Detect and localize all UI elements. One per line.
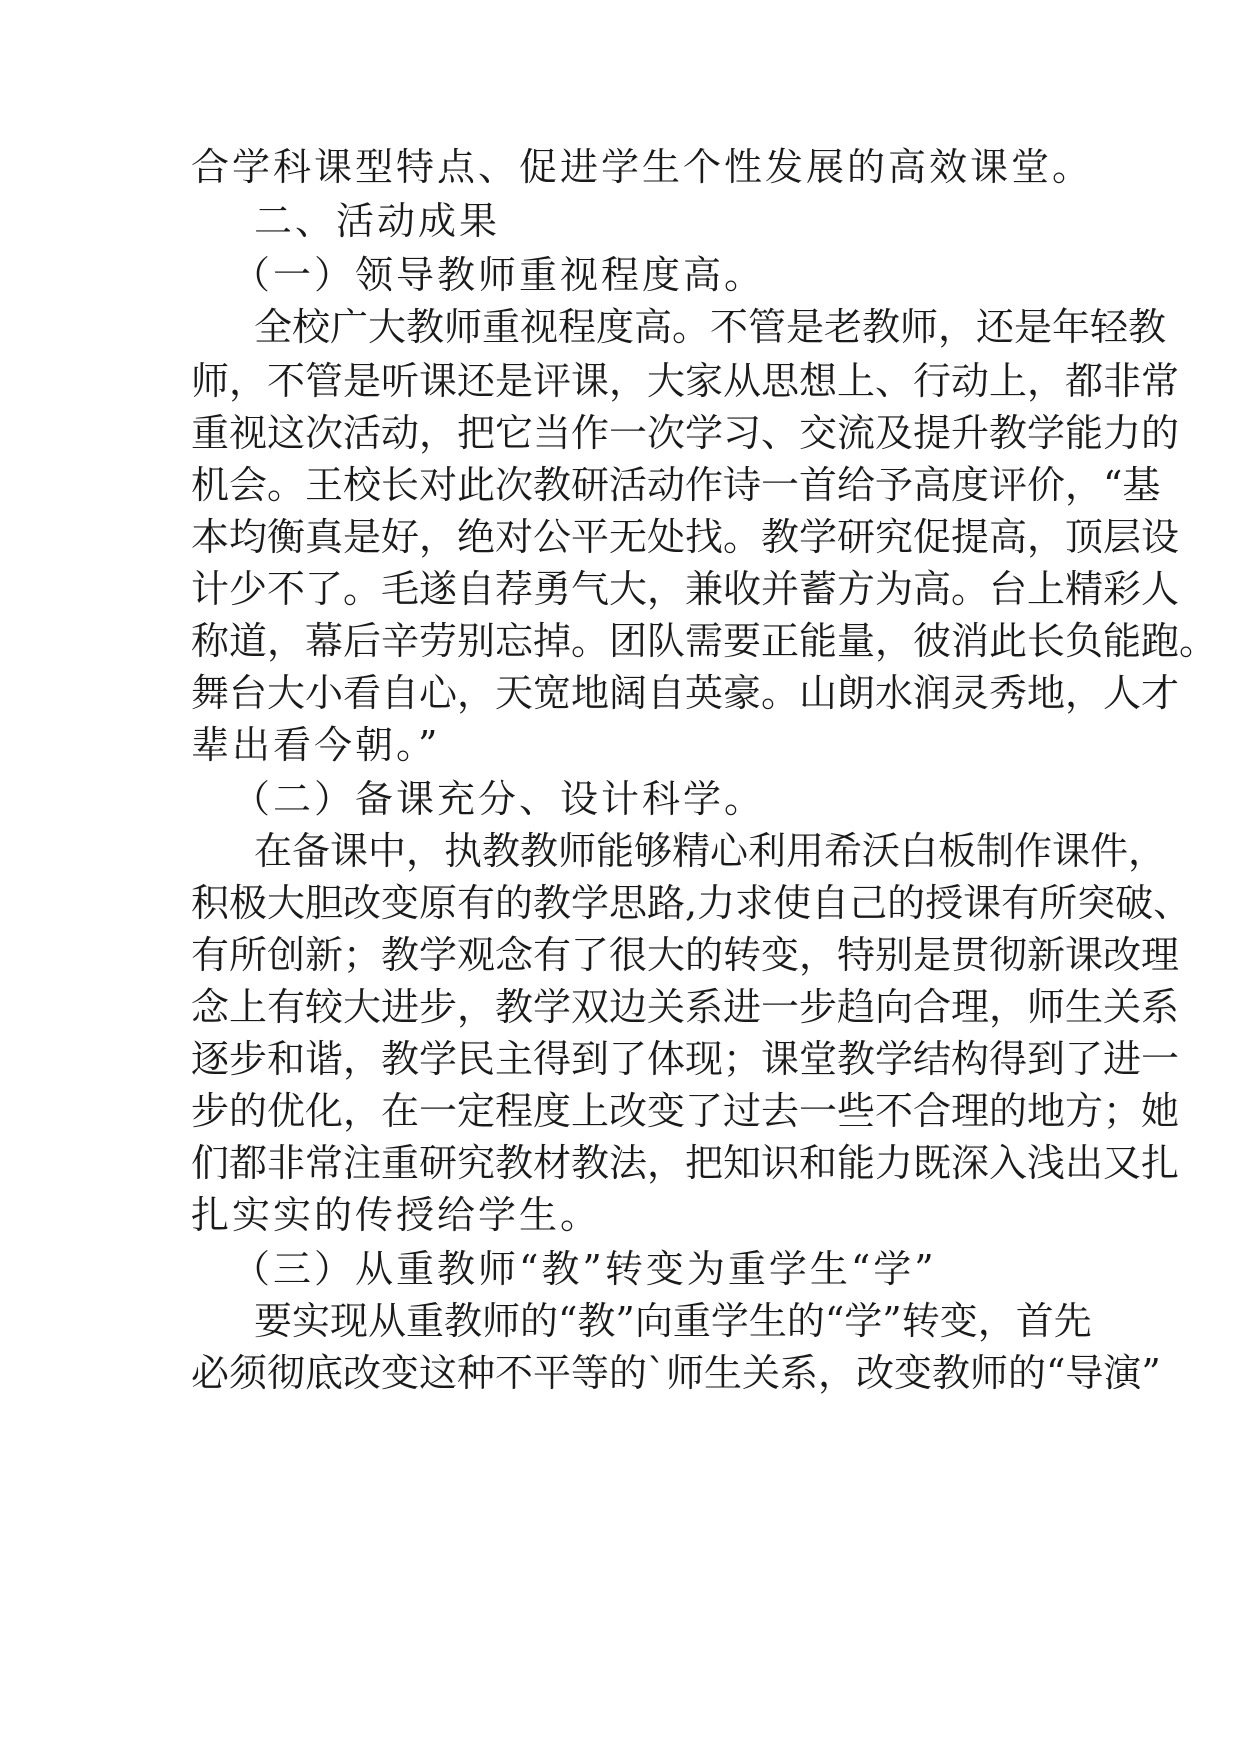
paragraph-line: 扎实实的传授给学生。 xyxy=(191,1193,602,1237)
paragraph-line: 计少不了。毛遂自荐勇气大，兼收并蓄方为高。台上精彩人 xyxy=(191,567,1180,611)
paragraph-line: 师，不管是听课还是评课，大家从思想上、行动上，都非常 xyxy=(191,359,1180,403)
paragraph-line: 全校广大教师重视程度高。不管是老教师，还是年轻教 xyxy=(254,305,1167,349)
paragraph-line: 本均衡真是好，绝对公平无处找。教学研究促提高，顶层设 xyxy=(191,515,1180,559)
paragraph-line: 有所创新；教学观念有了很大的转变，特别是贯彻新课改理 xyxy=(191,933,1180,977)
paragraph-line: 要实现从重教师的“教”向重学生的“学”转变，首先 xyxy=(254,1299,1092,1343)
paragraph-line: 积极大胆改变原有的教学思路,力求使自己的授课有所突破、 xyxy=(191,881,1192,925)
paragraph-line: 在备课中，执教教师能够精心利用希沃白板制作课件， xyxy=(254,829,1167,873)
subsection-heading: （三）从重教师“教”转变为重学生“学” xyxy=(232,1247,937,1291)
paragraph-line: 称道，幕后辛劳别忘掉。团队需要正能量，彼消此长负能跑。 xyxy=(191,619,1218,663)
paragraph-line: 必须彻底改变这种不平等的`师生关系，改变教师的“导演” xyxy=(191,1351,1161,1395)
paragraph-line: 念上有较大进步，教学双边关系进一步趋向合理，师生关系 xyxy=(191,985,1180,1029)
subsection-heading: （二）备课充分、设计科学。 xyxy=(232,777,766,821)
paragraph-line: 舞台大小看自心，天宽地阔自英豪。山朗水润灵秀地，人才 xyxy=(191,671,1180,715)
paragraph-line: 辈出看今朝。” xyxy=(191,723,441,767)
paragraph-line: 逐步和谐，教学民主得到了体现；课堂教学结构得到了进一 xyxy=(191,1037,1180,1081)
subsection-heading: （一）领导教师重视程度高。 xyxy=(232,253,766,297)
paragraph-line: 合学科课型特点、促进学生个性发展的高效课堂。 xyxy=(191,145,1094,189)
section-heading: 二、活动成果 xyxy=(254,199,501,243)
paragraph-line: 步的优化，在一定程度上改变了过去一些不合理的地方；她 xyxy=(191,1089,1180,1133)
paragraph-line: 机会。王校长对此次教研活动作诗一首给予高度评价，“基 xyxy=(191,463,1161,507)
paragraph-line: 重视这次活动，把它当作一次学习、交流及提升教学能力的 xyxy=(191,411,1180,455)
paragraph-line: 们都非常注重研究教材教法，把知识和能力既深入浅出又扎 xyxy=(191,1141,1180,1185)
